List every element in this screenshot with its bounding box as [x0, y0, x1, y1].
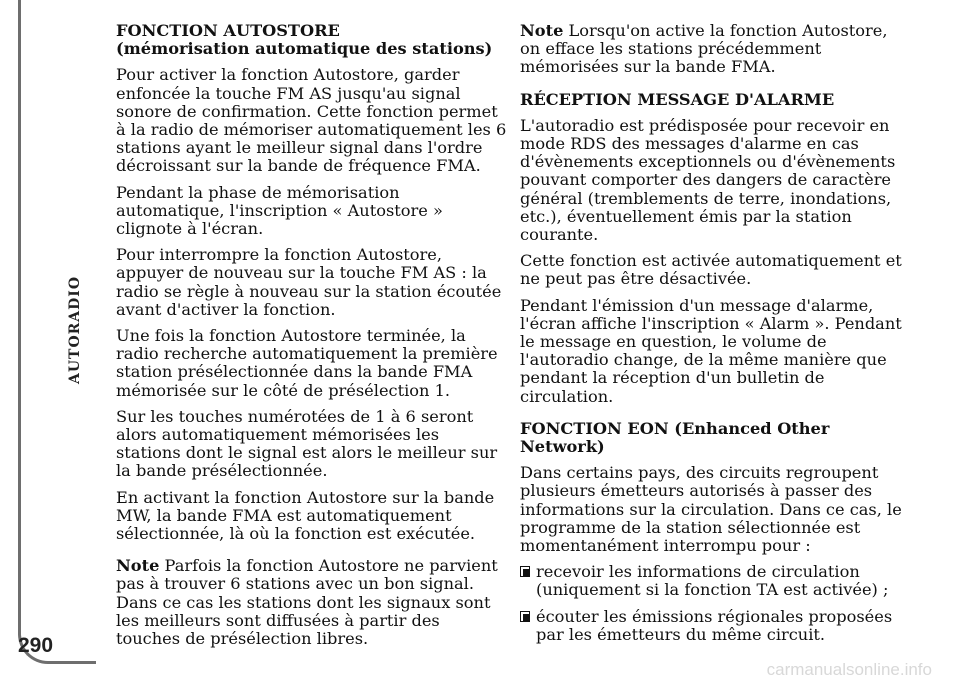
paragraph: L'autoradio est prédisposée pour recevoir en mode RDS des messages d'alarme en cas d'évènements exceptionnels ou d'évènements pouvant comporter des dangers de caractère général (tremblements de terre, inondations, etc.), éventuellement émis par la station courante.	[520, 115, 896, 245]
paragraph: Pour interrompre la fonction Autostore, appuyer de nouveau sur la touche FM AS : la radio se règle à nouveau sur la station écoutée avant d'activer la fonction.	[116, 245, 502, 319]
paragraph: Dans certains pays, des circuits regroupent plusieurs émetteurs autorisés à passer des informations sur la circulation. Dans ce cas, le programme de la station sélectionnée est momentanément interrompu pour :	[520, 463, 902, 556]
page-number: 290	[18, 634, 54, 657]
checkbox-bullet-icon	[520, 566, 530, 577]
right-column	[520, 22, 912, 652]
note-paragraph	[520, 22, 912, 77]
autostore-heading	[116, 22, 508, 58]
note-label: Note	[116, 556, 160, 576]
note-text: Lorsqu'on active la fonction Autostore, on efface les stations précédemment mémorisées sur la bande FMA.	[520, 21, 888, 77]
paragraph: Sur les touches numérotées de 1 à 6 seront alors automatiquement mémorisées les stations dont le signal est alors le meilleur sur la bande présélectionnée.	[116, 406, 498, 481]
paragraph: Cette fonction est activée automatiquement et ne peut pas être désactivée.	[520, 251, 902, 289]
list-item	[520, 608, 912, 644]
paragraph: Une fois la fonction Autostore terminée, la radio recherche automatiquement la première station présélectionnée dans la bande FMA mémorisée sur le côté de présélection 1.	[116, 326, 498, 400]
list-item-text: recevoir les informations de circulation (uniquement si la fonction TA est activée) ;	[536, 562, 889, 600]
note-label: Note	[520, 21, 564, 40]
paragraph: Pendant l'émission d'un message d'alarme, l'écran affiche l'inscription « Alarm ». Pendant le message en question, le volume de l'autoradio change, de la même manière que pendant la réception d'un bulletin de circulation.	[520, 295, 902, 406]
paragraph: Pendant la phase de mémorisation automatique, l'inscription « Autostore » clignote à l'écran.	[116, 182, 443, 239]
list-item-text: écouter les émissions régionales proposées par les émetteurs du même circuit.	[536, 606, 893, 644]
autostore-heading-line2: (mémorisation automatique des stations)	[116, 39, 493, 59]
watermark: carmanualsonline.info	[766, 660, 932, 679]
autostore-heading-line1: FONCTION AUTOSTORE	[116, 21, 340, 40]
eon-heading: FONCTION EON (Enhanced Other Network)	[520, 418, 830, 457]
note-paragraph	[116, 557, 508, 648]
checkbox-bullet-icon	[520, 611, 530, 622]
note-text: Parfois la fonction Autostore ne parvient pas à trouver 6 stations avec un bon signal. Dans ce cas les stations dont les signaux sont les meilleurs sont diffusées à partir des touches de présélection libres.	[116, 556, 498, 649]
section-title: AUTORADIO	[67, 275, 83, 385]
left-column	[116, 22, 508, 656]
sidebar-border	[18, 0, 21, 628]
paragraph: En activant la fonction Autostore sur la bande MW, la bande FMA est automatiquement sélectionnée, là où la fonction est exécutée.	[116, 487, 495, 544]
list-item	[520, 563, 912, 599]
alarm-heading: RÉCEPTION MESSAGE D'ALARME	[520, 89, 835, 109]
paragraph: Pour activer la fonction Autostore, garder enfoncée la touche FM AS jusqu'au signal sonore de confirmation. Cette fonction permet à la radio de mémoriser automatiquement les 6 stations ayant le meilleur signal dans l'ordre décroissant sur la bande de fréquence FMA.	[116, 65, 507, 176]
